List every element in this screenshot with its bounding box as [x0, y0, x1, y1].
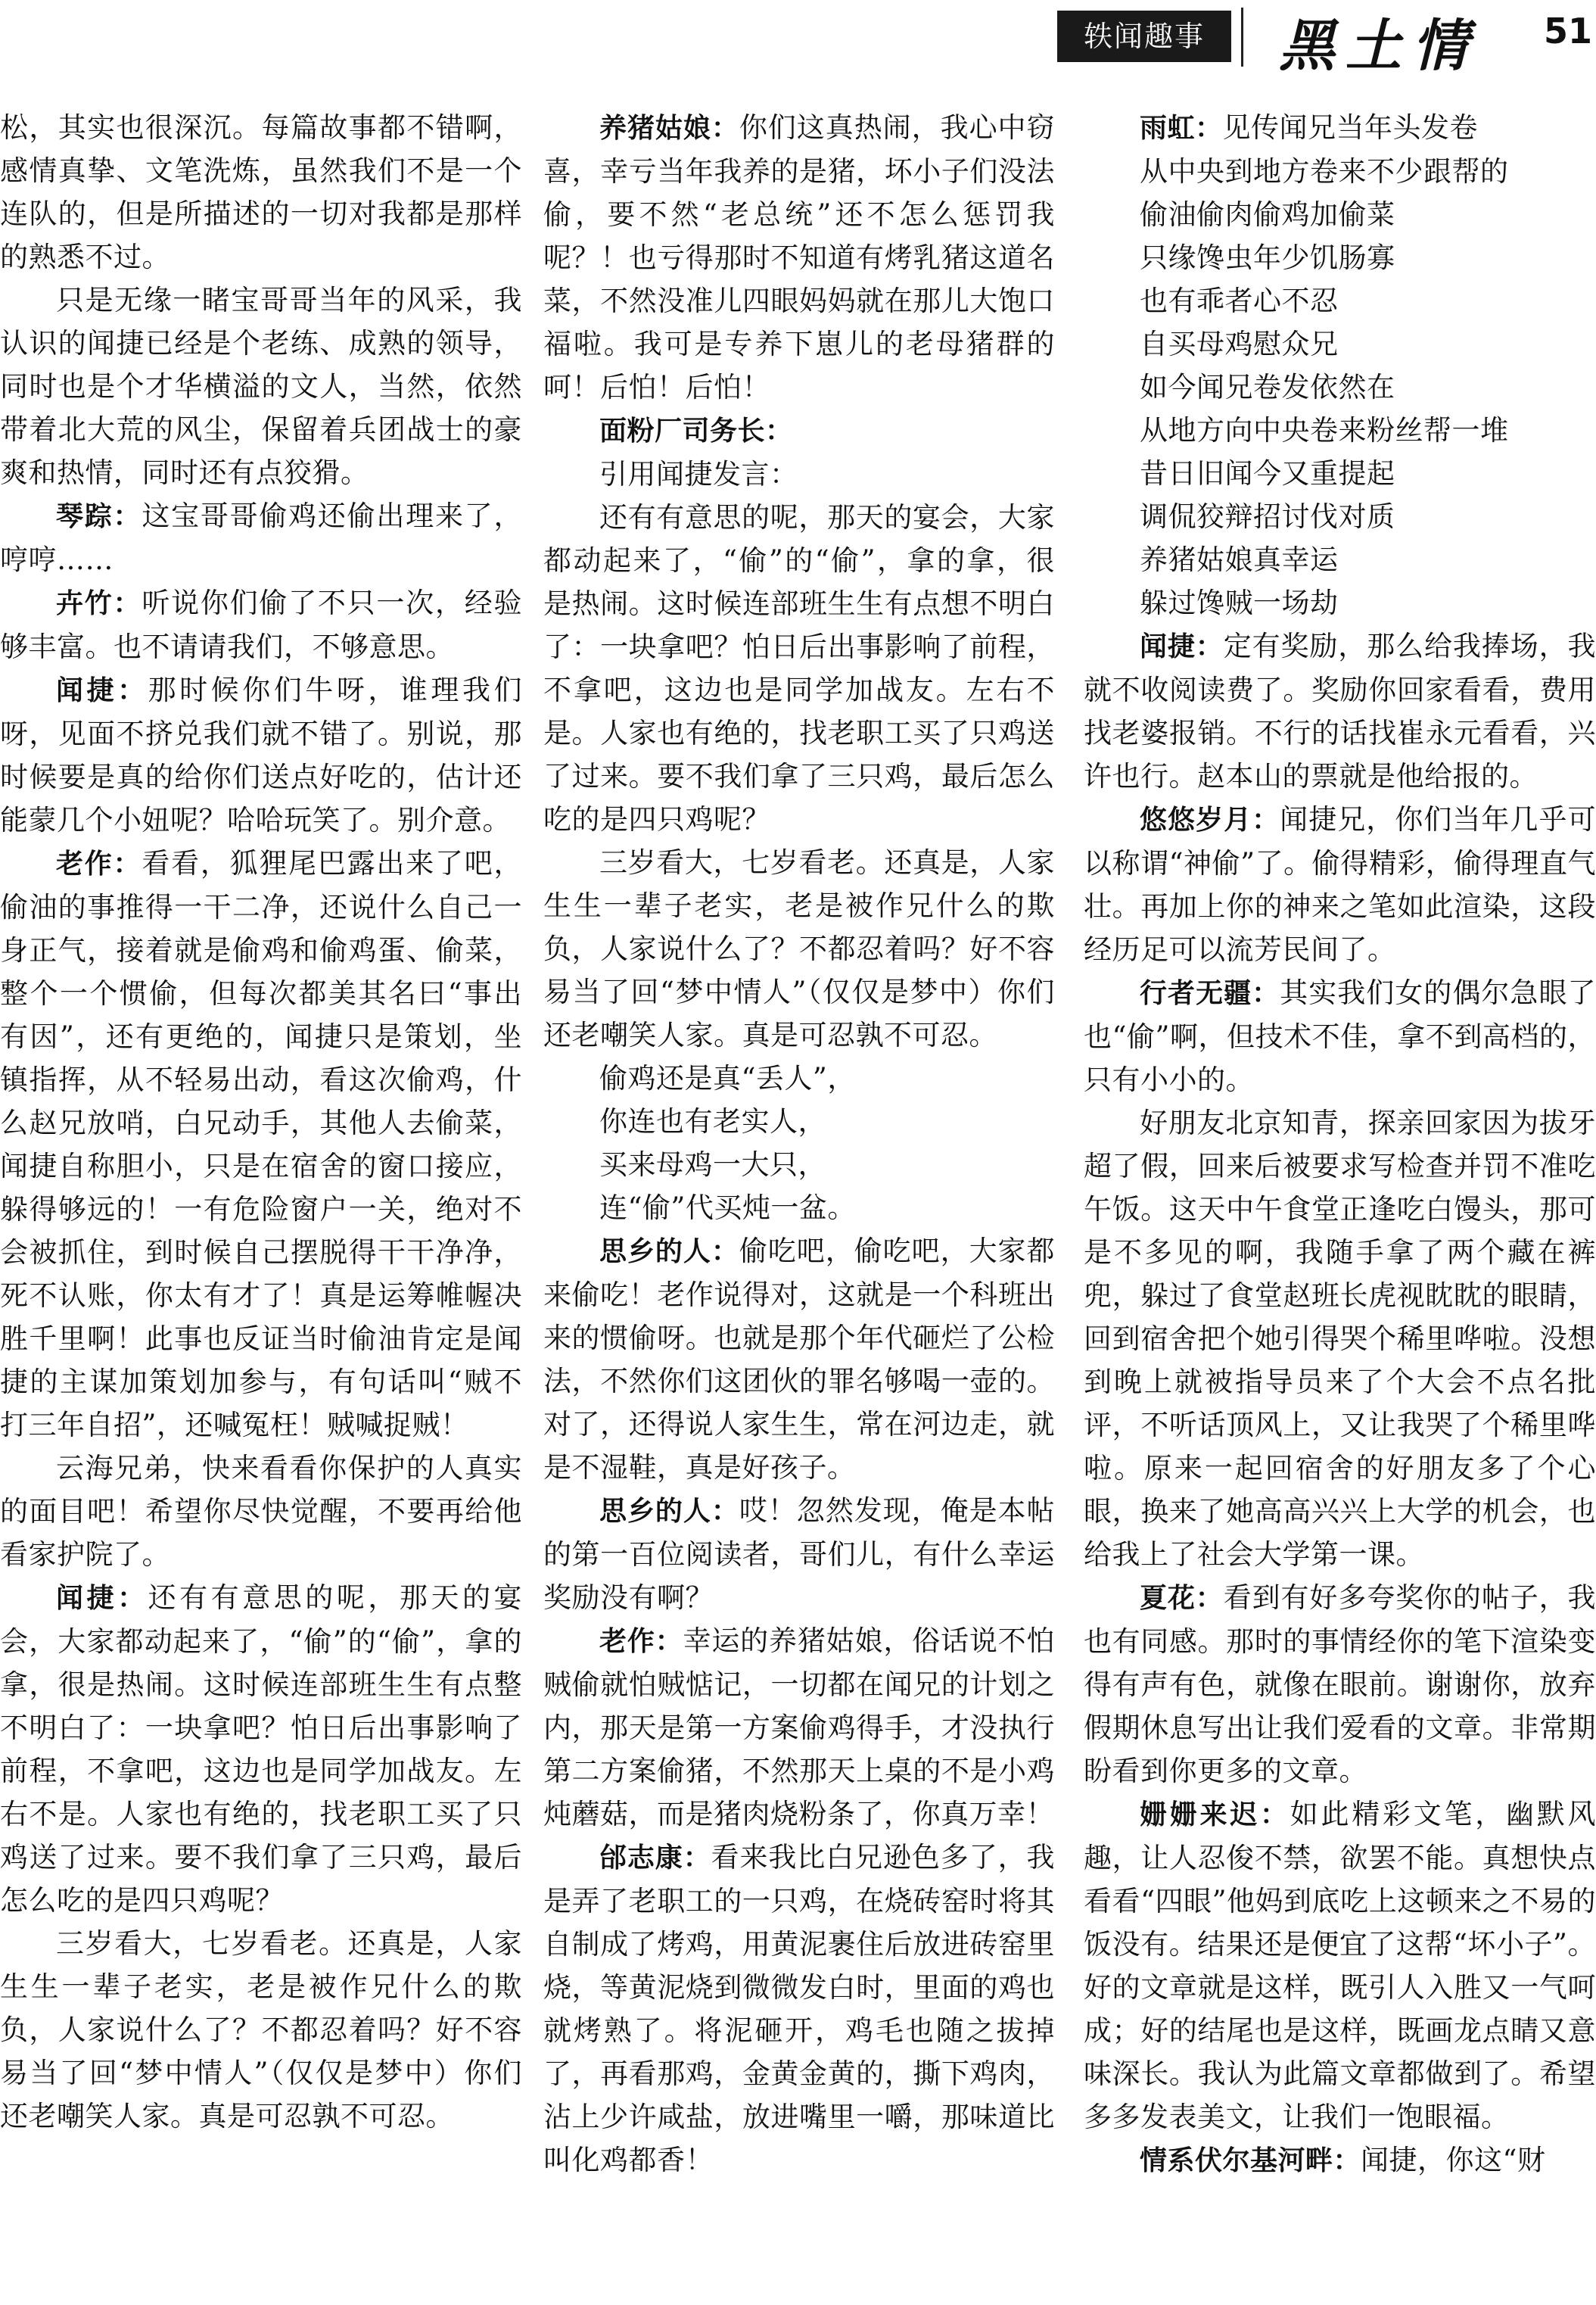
paragraph-text: 从中央到地方卷来不少跟帮的 [1140, 155, 1509, 188]
verse-line [1084, 452, 1596, 495]
paragraph-text: 你连也有老实人， [599, 1105, 826, 1138]
header-divider [1241, 8, 1243, 67]
paragraph-text: 看到有好多夸奖你的帖子，我也有同感。那时的事情经你的笔下渲染变得有声有色，就像在眼前。谢谢你，放弃假期休息写出让我们爱看的文章。非常期盼看到你更多的文章。 [1084, 1581, 1596, 1787]
paragraph-text: 松，其实也很深沉。每篇故事都不错啊，感情真挚、文笔洗炼，虽然我们不是一个连队的，但是所描述的一切对我都是那样的熟悉不过。 [0, 111, 522, 273]
verse-line [543, 1100, 1055, 1143]
text-column-1 [0, 106, 522, 2301]
body-paragraph [0, 106, 522, 279]
paragraph-text: 好朋友北京知青，探亲回家因为拔牙超了假，回来后被要求写检查并罚不准吃午饭。这天中午食堂正逢吃白馒头，那可是不多见的啊，我随手拿了两个藏在裤兜，躲过了食堂赵班长虎视眈眈的眼睛，回到宿舍把个她引得哭个稀里哗啦。没想到晚上就被指导员来了个大会不点名批评，不听话顶风上，又让我哭了个稀里哗啦。原来一起回宿舍的好朋友多了个心眼，换来了她高高兴兴上大学的机会，也给我上了社会大学第一课。 [1084, 1107, 1596, 1571]
paragraph-text: 也有乖者心不忍 [1140, 285, 1339, 317]
verse-line [1084, 150, 1596, 193]
comment-paragraph [1084, 106, 1596, 150]
speaker-name: 闻捷： [56, 1583, 148, 1614]
verse-line [1084, 193, 1596, 236]
speaker-name: 养猪姑娘： [599, 113, 739, 144]
paragraph-text: 三岁看大，七岁看老。还真是，人家生生一辈子老实，老是被作兄什么的欺负，人家说什么了？不都忍着吗？好不容易当了回“梦中情人”（仅仅是梦中）你们还老嘲笑人家。真是可忍孰不可忍。 [543, 846, 1055, 1051]
body-paragraph [543, 453, 1055, 496]
verse-line [1084, 495, 1596, 538]
paragraph-text: 那时候你们牛呀，谁理我们呀，见面不挤兑我们就不错了。别说，那时候要是真的给你们送点好吃的，估计还能蒙几个小妞呢？哈哈玩笑了。别介意。 [0, 674, 522, 836]
speaker-name: 老作： [56, 849, 142, 880]
verse-line [1084, 236, 1596, 279]
comment-paragraph [0, 581, 522, 668]
comment-paragraph [1084, 798, 1596, 971]
comment-paragraph [0, 668, 522, 842]
speaker-name: 姗姗来迟： [1140, 1799, 1290, 1830]
speaker-name: 闻捷： [1140, 631, 1224, 662]
verse-line [1084, 409, 1596, 452]
paragraph-text: 定有奖励，那么给我捧场，我就不收阅读费了。奖励你回家看看，费用找老婆报销。不行的话找崔永元看看，兴许也行。赵本山的票就是他给报的。 [1084, 630, 1596, 793]
text-column-2 [543, 106, 1055, 2301]
paragraph-text: 其实我们女的偶尔急眼了也“偷”啊，但技术不佳，拿不到高档的，只有小小的。 [1084, 977, 1596, 1096]
comment-paragraph [543, 1489, 1055, 1619]
comment-paragraph [0, 1576, 522, 1922]
speaker-name: 行者无疆： [1140, 978, 1280, 1009]
verse-line [543, 1186, 1055, 1229]
paragraph-text: 闻捷，你这“财 [1361, 2144, 1546, 2176]
paragraph-text: 看来我比白兄逊色多了，我是弄了老职工的一只鸡，在烧砖窑时将其自制成了烤鸡，用黄泥裹住后放进砖窑里烧，等黄泥烧到微微发白时，里面的鸡也就烤熟了。将泥砸开，鸡毛也随之拔掉了，再看那鸡，金黄金黄的，撕下鸡肉，沾上少许咸盐，放进嘴里一嚼，那味道比叫化鸡都香！ [543, 1841, 1055, 2176]
speaker-name: 雨虹： [1140, 113, 1223, 144]
body-paragraph [543, 841, 1055, 1057]
paragraph-text: 只缘馋虫年少饥肠寡 [1140, 241, 1395, 274]
comment-paragraph [543, 1836, 1055, 2182]
paragraph-text: 从地方向中央卷来粉丝帮一堆 [1140, 414, 1509, 447]
paragraph-text: 昔日旧闻今又重提起 [1140, 457, 1395, 490]
speaker-name: 邰志康： [599, 1842, 711, 1874]
paragraph-text: 看看，狐狸尾巴露出来了吧，偷油的事推得一干二净，还说什么自己一身正气，接着就是偷鸡和偷鸡蛋、偷菜，整个一个惯偷，但每次都美其名曰“事出有因”，还有更绝的，闻捷只是策划，坐镇指挥，从不轻易出动，看这次偷鸡，什么赵兄放哨，白兄动手，其他人去偷菜，闻捷自称胆小，只是在宿舍的窗口接应，躲得够远的！一有危险窗户一关，绝对不会被抓住，到时候自己摆脱得干干净净，死不认账，你太有才了！真是运筹帷幄决胜千里啊！此事也反证当时偷油肯定是闻捷的主谋加策划加参与，有句话叫“贼不打三年自招”，还喊冤枉！贼喊捉贼！ [0, 847, 522, 1441]
paragraph-text: 偷鸡还是真“丢人”， [599, 1062, 856, 1095]
paragraph-text: 偷吃吧，偷吃吧，大家都来偷吃！老作说得对，这就是一个科班出来的惯偷呀。也就是那个年代砸烂了公检法，不然你们这团伙的罪名够喝一壶的。对了，还得说人家生生，常在河边走，就是不湿鞋，真是好孩子。 [543, 1235, 1055, 1484]
body-paragraph [1084, 1101, 1596, 1576]
verse-line [1084, 581, 1596, 625]
speaker-name: 思乡的人： [599, 1496, 739, 1527]
verse-line [1084, 279, 1596, 322]
comment-paragraph [0, 842, 522, 1447]
paragraph-text: 躲过馋贼一场劫 [1140, 587, 1339, 619]
body-paragraph [0, 1922, 522, 2138]
paragraph-text: 引用闻捷发言： [599, 458, 798, 491]
paragraph-text: 如今闻兄卷发依然在 [1140, 371, 1395, 403]
paragraph-text: 买来母鸡一大只， [599, 1148, 826, 1181]
magazine-brand: 黑土情 [1279, 14, 1479, 79]
page-number: 51 [1544, 11, 1593, 51]
paragraph-text: 还有有意思的呢，那天的宴会，大家都动起来了，“偷”的“偷”，拿的拿，很是热闹。这时候连部班生生有点整不明白了：一块拿吧？怕日后出事影响了前程，不拿吧，这边也是同学加战友。左右不是。人家也有绝的，找老职工买了只鸡送了过来。要不我们拿了三只鸡，最后怎么吃的是四只鸡呢？ [0, 1581, 522, 1917]
text-column-3 [1084, 106, 1596, 2301]
speaker-name: 悠悠岁月： [1140, 805, 1280, 836]
body-paragraph [0, 1447, 522, 1576]
paragraph-text: 调侃狡辩招讨伐对质 [1140, 500, 1395, 533]
paragraph-text: 闻捷兄，你们当年几乎可以称谓“神偷”了。偷得精彩，偷得理直气壮。再加上你的神来之笔如此渲染，这段经历足可以流芳民间了。 [1084, 803, 1596, 966]
paragraph-text: 幸运的养猪姑娘，俗话说不怕贼偷就怕贼惦记，一切都在闻兄的计划之内，那天是第一方案偷鸡得手，才没执行第二方案偷猪，不然那天上桌的不是小鸡炖蘑菇，而是猪肉烧粉条了，你真万幸！ [543, 1624, 1055, 1830]
paragraph-text: 你们这真热闹，我心中窃喜，幸亏当年我养的是猪，坏小子们没法偷，要不然“老总统”还不怎么惩罚我呢？！也亏得那时不知道有烤乳猪这道名菜，不然没准儿四眼妈妈就在那儿大饱口福啦。我可是专养下崽儿的老母猪群的呵！后怕！后怕！ [543, 111, 1055, 403]
comment-paragraph [543, 106, 1055, 409]
verse-line [1084, 538, 1596, 581]
speaker-name: 思乡的人： [599, 1236, 739, 1267]
speaker-name: 夏花： [1140, 1583, 1224, 1614]
paragraph-text: 这宝哥哥偷鸡还偷出理来了，哼哼…… [0, 500, 522, 576]
paragraph-text: 哎！忽然发现，俺是本帖的第一百位阅读者，哥们儿，有什么幸运奖励没有啊？ [543, 1494, 1055, 1614]
verse-line [543, 1143, 1055, 1186]
paragraph-text: 还有有意思的呢，那天的宴会，大家都动起来了，“偷”的“偷”，拿的拿，很是热闹。这时候连部班生生有点想不明白了：一块拿吧？怕日后出事影响了前程，不拿吧，这边也是同学加战友。左右不是。人家也有绝的，找老职工买了只鸡送了过来。要不我们拿了三只鸡，最后怎么吃的是四只鸡呢？ [543, 501, 1055, 836]
speaker-name: 闻捷： [56, 675, 148, 706]
paragraph-text: 连“偷”代买炖一盆。 [599, 1191, 856, 1224]
comment-paragraph [543, 409, 1055, 453]
paragraph-text: 养猪姑娘真幸运 [1140, 544, 1339, 576]
comment-paragraph [1084, 625, 1596, 798]
speaker-name: 琴踪： [56, 501, 142, 532]
comment-paragraph [543, 1229, 1055, 1489]
speaker-name: 老作： [599, 1626, 683, 1657]
speaker-name: 卉竹： [56, 588, 142, 619]
paragraph-text: 见传闻兄当年头发卷 [1222, 111, 1479, 144]
comment-paragraph [1084, 1793, 1596, 2138]
body-paragraph [543, 496, 1055, 841]
paragraph-text: 如此精彩文笔，幽默风趣，让人忍俊不禁，欲罢不能。真想快点看看“四眼”他妈到底吃上这顿来之不易的饭没有。结果还是便宜了这帮“坏小子”。好的文章就是这样，既引人入胜又一气呵成；好的结尾也是这样，既画龙点睛又意味深长。我认为此篇文章都做到了。希望多多发表美文，让我们一饱眼福。 [1084, 1798, 1596, 2133]
comment-paragraph [1084, 971, 1596, 1101]
paragraph-text: 只是无缘一睹宝哥哥当年的风采，我认识的闻捷已经是个老练、成熟的领导，同时也是个才华横溢的文人，当然，依然带着北大荒的风尘，保留着兵团战士的豪爽和热情，同时还有点狡猾。 [0, 284, 522, 489]
comment-paragraph [543, 1619, 1055, 1836]
paragraph-text: 自买母鸡慰众兄 [1140, 328, 1339, 360]
speaker-name: 面粉厂司务长： [599, 416, 793, 447]
body-paragraph [0, 279, 522, 494]
speaker-name: 情系伏尔基河畔： [1140, 2145, 1361, 2176]
comment-paragraph [1084, 2138, 1596, 2182]
paragraph-text: 偷油偷肉偷鸡加偷菜 [1140, 198, 1395, 231]
verse-line [543, 1057, 1055, 1100]
section-badge: 轶闻趣事 [1057, 11, 1231, 62]
paragraph-text: 三岁看大，七岁看老。还真是，人家生生一辈子老实，老是被作兄什么的欺负，人家说什么了？不都忍着吗？好不容易当了回“梦中情人”（仅仅是梦中）你们还老嘲笑人家。真是可忍孰不可忍。 [0, 1927, 522, 2132]
comment-paragraph [0, 494, 522, 581]
paragraph-text: 听说你们偷了不只一次，经验够丰富。也不请请我们，不够意思。 [0, 587, 522, 663]
verse-line [1084, 322, 1596, 366]
comment-paragraph [1084, 1576, 1596, 1793]
paragraph-text: 云海兄弟，快来看看你保护的人真实的面目吧！希望你尽快觉醒，不要再给他看家护院了。 [0, 1452, 522, 1571]
verse-line [1084, 366, 1596, 409]
page-header [0, 0, 1596, 83]
